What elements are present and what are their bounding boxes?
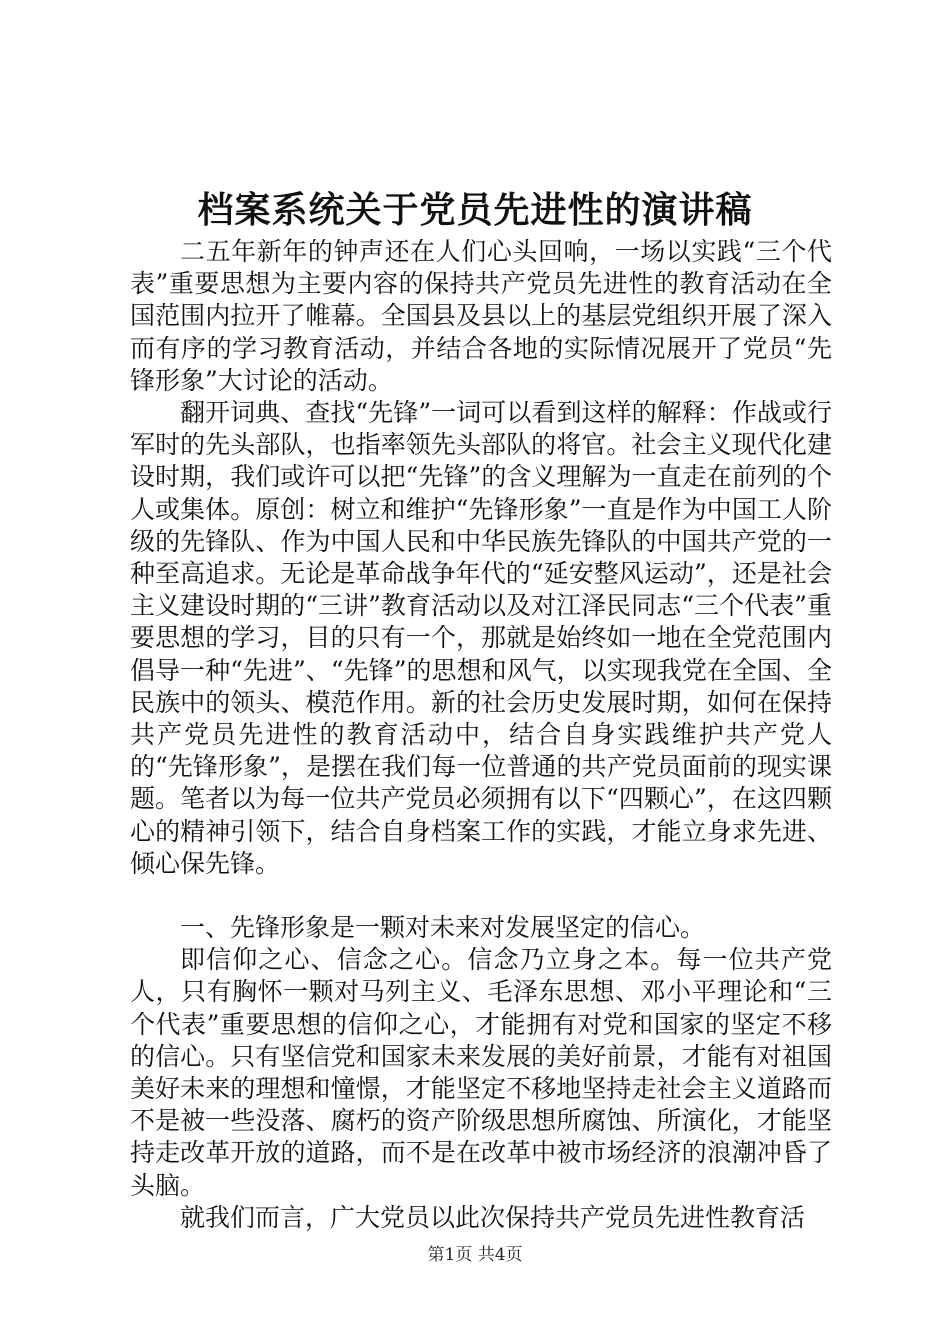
page-footer: 第1页 共4页 (427, 1245, 523, 1265)
section-heading-1: 一、先锋形象是一颗对未来对发展坚定的信心。 (180, 913, 706, 943)
document-body (130, 236, 832, 1234)
document-title: 档案系统关于党员先进性的演讲稿 (197, 189, 753, 231)
paragraph-vanguard-meaning: 翻开词典、查找“先锋”一词可以看到这样的解释：作战或行军时的先头部队，也指率领先头部队的将官。社会主义现代化建设时期，我们或许可以把“先锋”的含义理解为一直走在前列的个人或集体。原创：树立和维护“先锋形象”一直是作为中国工人阶级的先锋队、作为中国人民和中华民族先锋队的中国共产党的一种至高追求。无论是革命战争年代的“延安整风运动”，还是社会主义建设时期的“三讲”教育活动以及对江泽民同志“三个代表”重要思想的学习，目的只有一个，那就是始终如一地在全党范围内倡导一种“先进”、“先锋”的思想和风气，以实现我党在全国、全民族中的领头、模范作用。新的社会历史发展时期，如何在保持共产党员先进性的教育活动中，结合自身实践维护共产党人的“先锋形象”，是摆在我们每一位普通的共产党员面前的现实课题。笔者以为每一位共产党员必须拥有以下“四颗心”，在这四颗心的精神引领下，结合自身档案工作的实践，才能立身求先进、倾心保先锋。 (130, 398, 832, 878)
paragraph-continuation: 就我们而言，广大党员以此次保持共产党员先进性教育活 (180, 1202, 806, 1232)
paragraph-intro: 二五年新年的钟声还在人们心头回响，一场以实践“三个代表”重要思想为主要内容的保持共产党员先进性的教育活动在全国范围内拉开了帷幕。全国县及县以上的基层党组织开展了深入而有序的学习教育活动，并结合各地的实际情况展开了党员“先锋形象”大讨论的活动。 (130, 237, 832, 395)
paragraph-belief: 即信仰之心、信念之心。信念乃立身之本。每一位共产党人，只有胸怀一颗对马列主义、毛泽东思想、邓小平理论和“三个代表”重要思想的信仰之心，才能拥有对党和国家的坚定不移的信心。只有坚信党和国家未来发展的美好前景，才能有对祖国美好未来的理想和憧憬，才能坚定不移地坚持走社会主义道路而不是被一些没落、腐朽的资产阶级思想所腐蚀、所演化，才能坚持走改革开放的道路，而不是在改革中被市场经济的浪潮冲昏了头脑。 (130, 945, 832, 1200)
paragraph-spacer (130, 880, 832, 912)
